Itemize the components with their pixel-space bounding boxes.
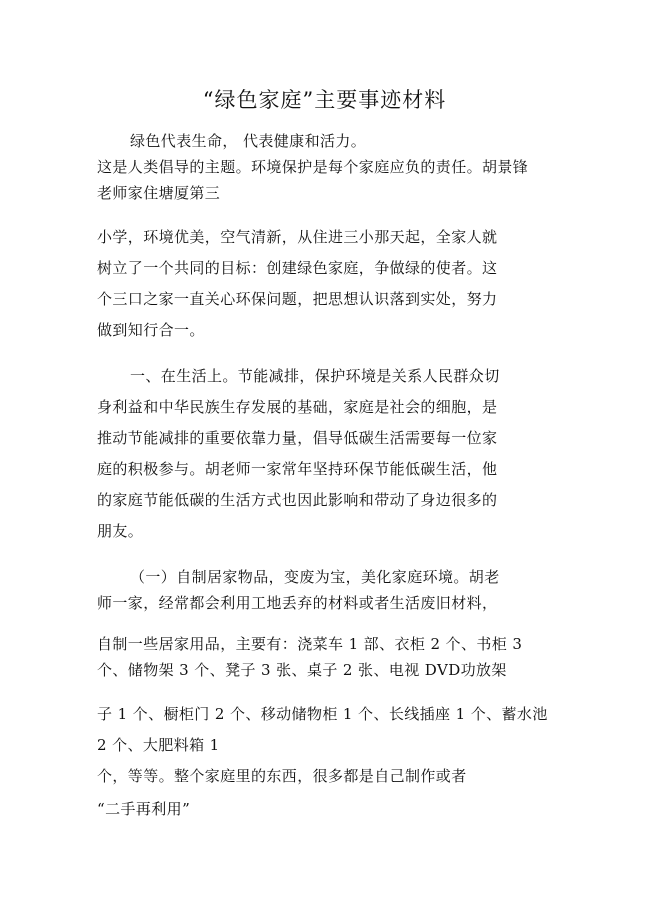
- document-title: “绿色家庭”主要事迹材料: [202, 88, 447, 112]
- paragraph-line: 个、储物架 3 个、凳子 3 张、桌子 2 张、电视 DVD功放架: [97, 661, 507, 679]
- paragraph-line: 朋友。: [97, 522, 144, 540]
- paragraph-line: 小学，环境优美，空气清新，从住进三小那天起，全家人就: [97, 228, 498, 246]
- paragraph-line: 子 1 个、橱柜门 2 个、移动储物柜 1 个、长线插座 1 个、蓄水池: [97, 705, 548, 723]
- paragraph-line: 的家庭节能低碳的生活方式也因此影响和带动了身边很多的: [97, 491, 498, 509]
- paragraph-line: 个三口之家一直关心环保问题，把思想认识落到实处，努力: [97, 290, 498, 308]
- paragraph-line: 个，等等。整个家庭里的东西，很多都是自己制作或者: [97, 767, 467, 785]
- paragraph-line: 做到知行合一。: [97, 321, 205, 339]
- paragraph-line: 一、在生活上。节能减排，保护环境是关系人民群众切: [130, 367, 500, 385]
- paragraph-line: 庭的积极参与。胡老师一家常年坚持环保节能低碳生活，他: [97, 460, 498, 478]
- paragraph-line: 自制一些居家用品，主要有：浇菜车 1 部、衣柜 2 个、书柜 3: [97, 635, 523, 653]
- paragraph-line: 身利益和中华民族生存发展的基础，家庭是社会的细胞，是: [97, 398, 498, 416]
- paragraph-line: 老师家住塘厦第三: [97, 184, 221, 202]
- paragraph-line: 师一家，经常都会利用工地丢弃的材料或者生活废旧材料，: [97, 594, 498, 612]
- paragraph-line: 树立了一个共同的目标：创建绿色家庭，争做绿的使者。这: [97, 259, 498, 277]
- paragraph-line: 2 个、大肥料箱 1: [97, 736, 220, 754]
- paragraph-line: “二手再利用”: [97, 800, 191, 818]
- paragraph-line: 绿色代表生命， 代表健康和活力。: [130, 132, 367, 150]
- paragraph-line: 这是人类倡导的主题。环境保护是每个家庭应负的责任。胡景锋: [97, 158, 529, 176]
- paragraph-line: （一）自制居家物品，变废为宝，美化家庭环境。胡老: [130, 568, 500, 586]
- paragraph-line: 推动节能减排的重要依靠力量，倡导低碳生活需要每一位家: [97, 429, 498, 447]
